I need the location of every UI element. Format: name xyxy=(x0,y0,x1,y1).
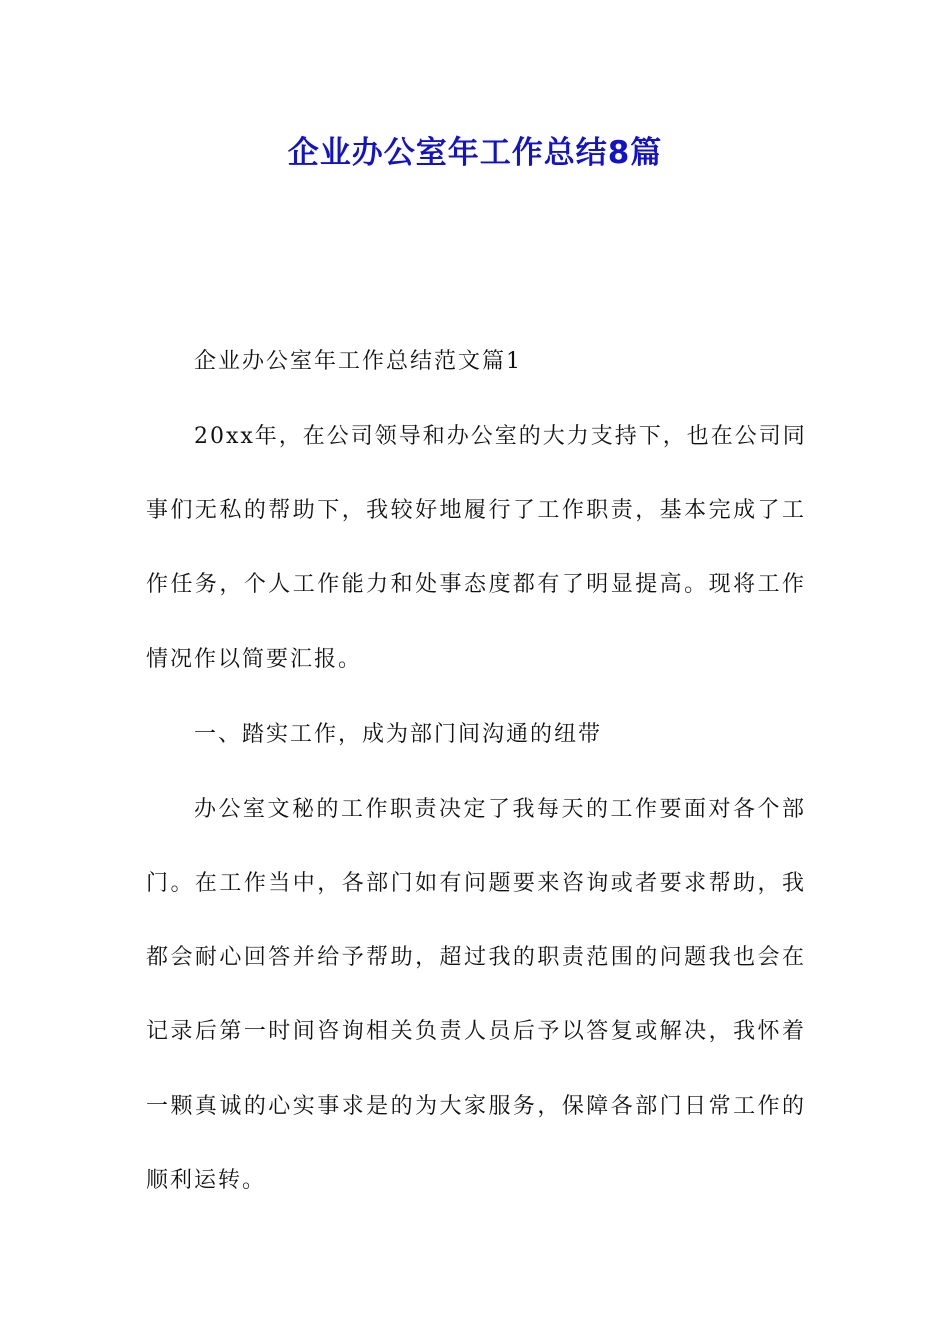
paragraph-line: 事们无私的帮助下，我较好地履行了工作职责，基本完成了工 xyxy=(146,498,806,523)
paragraph-line: 顺利运转。 xyxy=(146,1168,267,1193)
paragraph-line: 情况作以简要汇报。 xyxy=(146,647,363,672)
paragraph-line: 都会耐心回答并给予帮助，超过我的职责范围的问题我也会在 xyxy=(146,945,806,970)
paragraph-line: 门。在工作当中，各部门如有问题要来咨询或者要求帮助，我 xyxy=(146,871,806,896)
paragraph-line: 20xx年，在公司领导和办公室的大力支持下，也在公司同 xyxy=(194,424,807,449)
paragraph-line: 一颗真诚的心实事求是的为大家服务，保障各部门日常工作的 xyxy=(146,1094,806,1119)
subheading: 一、踏实工作，成为部门间沟通的纽带 xyxy=(194,722,603,747)
section-heading: 企业办公室年工作总结范文篇1 xyxy=(194,349,522,374)
document-title: 企业办公室年工作总结8篇 xyxy=(287,135,663,171)
paragraph-line: 作任务，个人工作能力和处事态度都有了明显提高。现将工作 xyxy=(146,572,806,597)
paragraph-line: 记录后第一时间咨询相关负责人员后予以答复或解决，我怀着 xyxy=(146,1019,806,1044)
paragraph-line: 办公室文秘的工作职责决定了我每天的工作要面对各个部 xyxy=(194,797,806,822)
